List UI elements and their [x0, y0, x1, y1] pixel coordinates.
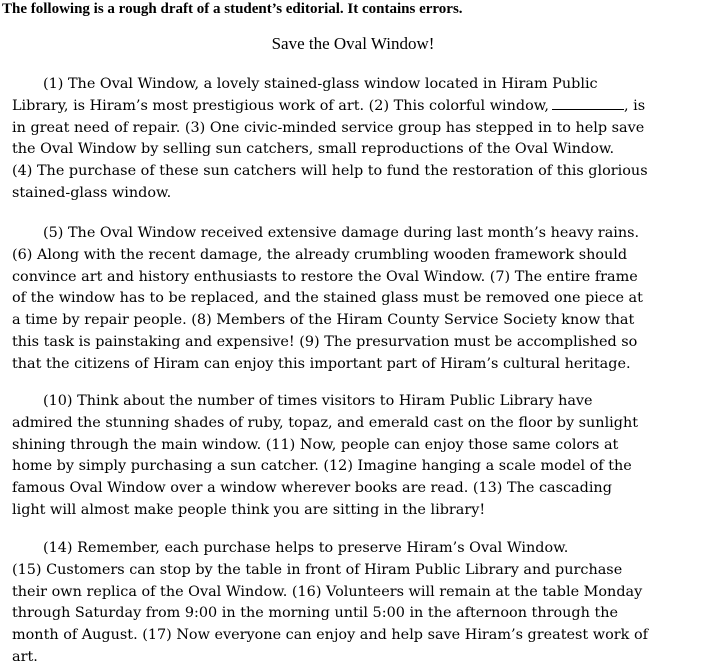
paragraph-line: (6) Along with the recent damage, the already crumbling wooden framework should [12, 246, 628, 263]
paragraph-line: their own replica of the Oval Window. (16) Volunteers will remain at the table Monday [12, 583, 643, 600]
paragraph-line: light will almost make people think you are sitting in the library! [12, 501, 486, 518]
paragraph-line: (4) The purchase of these sun catchers will help to fund the restoration of this glorious [12, 163, 648, 180]
paragraph-2 [12, 223, 724, 376]
paragraph-line: the Oval Window by selling sun catchers, small reproductions of the Oval Window. [12, 141, 615, 158]
paragraph-4 [12, 538, 724, 669]
paragraph-line: this task is painstaking and expensive! (9) The presurvation must be accomplished so [12, 333, 638, 350]
paragraph-line: home by simply purchasing a sun catcher. (12) Imagine hanging a scale model of the [12, 458, 632, 475]
paragraph-line: a time by repair people. (8) Members of the Hiram County Service Society know that [12, 312, 635, 329]
paragraph-line: of the window has to be replaced, and the stained glass must be removed one piece at [12, 290, 643, 307]
paragraph-line [12, 96, 724, 118]
draft-intro-heading: The following is a rough draft of a student’s editorial. It contains errors. [2, 1, 463, 17]
paragraph-line: that the citizens of Hiram can enjoy this important part of Hiram’s cultural heritage. [12, 355, 631, 372]
paragraph-line: (5) The Oval Window received extensive damage during last month’s heavy rains. [43, 225, 640, 241]
paragraph-line-text: Library, is Hiram’s most prestigious work of art. (2) This colorful window, [12, 97, 549, 114]
paragraph-line: (14) Remember, each purchase helps to preserve Hiram’s Oval Window. [43, 540, 569, 556]
blank-suffix: , is [623, 97, 646, 114]
paragraph-line: convince art and history enthusiasts to restore the Oval Window. (7) The entire frame [12, 268, 638, 285]
paragraph-line: (15) Customers can stop by the table in front of Hiram Public Library and purchase [12, 561, 623, 578]
paragraph-line: (1) The Oval Window, a lovely stained-glass window located in Hiram Public [43, 76, 598, 92]
paragraph-line: shining through the main window. (11) Now, people can enjoy those same colors at [12, 436, 619, 453]
paragraph-line: admired the stunning shades of ruby, topaz, and emerald cast on the floor by sunlight [12, 414, 639, 431]
paragraph-line: art. [12, 648, 38, 665]
paragraph-1 [12, 74, 724, 205]
editorial-title: Save the Oval Window! [271, 34, 435, 53]
paragraph-line: through Saturday from 9:00 in the morning until 5:00 in the afternoon through the [12, 605, 619, 622]
paragraph-line: month of August. (17) Now everyone can enjoy and help save Hiram’s greatest work of [12, 627, 648, 644]
paragraph-line: famous Oval Window over a window wherever books are read. (13) The cascading [12, 480, 612, 497]
answer-blank [552, 97, 624, 110]
paragraph-line: (10) Think about the number of times visitors to Hiram Public Library have [43, 393, 593, 409]
paragraph-line: stained-glass window. [12, 184, 172, 201]
paragraph-line: in great need of repair. (3) One civic-minded service group has stepped in to help save [12, 119, 645, 136]
paragraph-3 [12, 391, 724, 522]
